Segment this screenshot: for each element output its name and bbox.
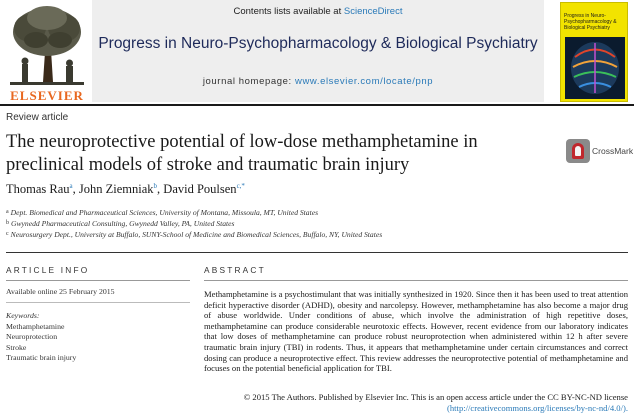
author-list: Thomas Rau$^a$, John Ziemniak$^b$, David Poulsen$^{c,*}$ (6, 182, 245, 196)
author[interactable]: Thomas Rau$^a$ (6, 182, 73, 196)
homepage-prefix: journal homepage: (202, 76, 292, 87)
masthead-divider (0, 104, 634, 106)
contents-availability (92, 0, 544, 23)
elsevier-tree-logo[interactable] (6, 4, 88, 102)
affiliation-item: $^a$ Dept. Biomedical and Pharmaceutical Sciences, University of Montana, Missoula, MT, United States (6, 208, 319, 217)
article-info-subdivider (6, 302, 190, 303)
abstract-body: Methamphetamine is a psychostimulant that was initially synthesized in 1920. Since then it has been used to treat attention deficit hyperactive disorder (ADHD), obesity and narcolepsy. However, methamphetamine has also become a major drug of abuse worldwide. Under conditions of abuse, which involve the administration of high repetitive doses, methamphetamine can produce considerable neurotoxic effects. However, recent evidence from our laboratory indicates that low doses of methamphetamine can produce robust neuroprotection when administered within 12 h after severe traumatic brain injury (TBI) in rodents. Thus, it appears that methamphetamine under certain circumstances and correct dosing can produce a neuroprotective effect. This review addresses the neuroprotective potential of methamphetamine and focuses on the potential beneficial application for TBI. (204, 289, 628, 374)
tree-icon (6, 4, 88, 88)
license-statement (188, 392, 628, 413)
author-affiliation-ref[interactable]: c,* (236, 182, 245, 190)
journal-homepage (92, 76, 544, 87)
article-title: The neuroprotective potential of low-dose methamphetamine in preclinical models of stroke and traumatic brain injury (6, 132, 478, 175)
license-line: © 2015 The Authors. Published by Elsevier Inc. This is an open access article under the CC BY-NC-ND license (243, 392, 628, 402)
author-affiliation-ref[interactable]: a (69, 182, 73, 190)
cover-artwork (565, 37, 625, 99)
available-online-date: Available online 25 February 2015 (6, 287, 115, 296)
affiliation-item: $^b$ Gwynedd Pharmaceutical Consulting, Gwynedd Valley, PA, United States (6, 219, 235, 228)
keyword: Stroke (6, 342, 27, 352)
article-type: Review article (6, 112, 69, 123)
crossmark-icon (566, 139, 590, 163)
cover-title: Progress in Neuro-Psychopharmacology & Biological Psychiatry (564, 13, 617, 31)
abstract-divider (204, 280, 628, 281)
author[interactable]: John Ziemniak$^b$ (78, 182, 158, 196)
crossmark-button[interactable] (566, 139, 634, 165)
homepage-link[interactable]: www.elsevier.com/locate/pnp (294, 76, 434, 87)
journal-title[interactable]: Progress in Neuro-Psychopharmacology & Biological Psychiatry (98, 35, 538, 52)
affiliations-divider (6, 252, 628, 253)
journal-masthead (0, 0, 634, 106)
brain-image-icon (565, 37, 625, 99)
author[interactable]: David Poulsen$^{c,*}$ (163, 182, 245, 196)
affiliation-item: $^c$ Neurosurgery Dept., University at Buffalo, SUNY-School of Medicine and Biomedical Sciences, Buffalo, NY, United States (6, 230, 383, 239)
keywords-label: Keywords: (6, 311, 40, 320)
sciencedirect-link[interactable]: ScienceDirect (343, 6, 403, 17)
elsevier-wordmark: ELSEVIER (10, 88, 84, 103)
keyword: Methamphetamine (6, 321, 65, 331)
keyword: Neuroprotection (6, 332, 58, 341)
journal-cover-thumbnail[interactable] (560, 2, 628, 102)
article-info-divider (6, 280, 190, 281)
contents-prefix: Contents lists available at (233, 6, 342, 17)
keywords-block (6, 311, 190, 364)
abstract-heading: ABSTRACT (204, 265, 266, 275)
article-info-heading: ARTICLE INFO (6, 265, 90, 275)
author-affiliation-ref[interactable]: b (153, 182, 158, 190)
license-link[interactable]: (http://creativecommons.org/licenses/by-nc-nd/4.0/). (447, 402, 628, 413)
affiliations (6, 207, 606, 240)
crossmark-label: CrossMark (592, 146, 634, 156)
keyword: Traumatic brain injury (6, 353, 77, 362)
